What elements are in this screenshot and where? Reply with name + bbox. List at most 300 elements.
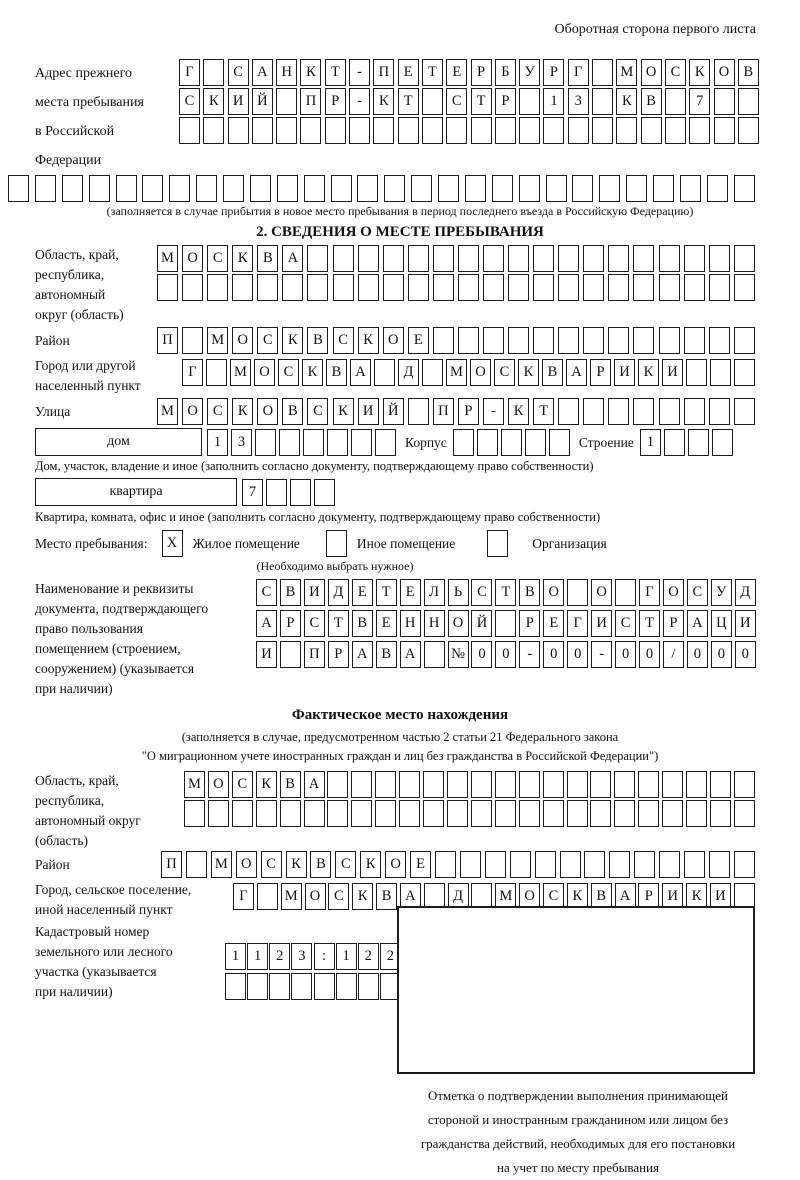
char-cell[interactable] — [653, 175, 674, 202]
char-cell[interactable] — [616, 117, 637, 144]
char-cell[interactable] — [584, 851, 605, 878]
char-cell[interactable]: М — [157, 245, 178, 272]
char-cell[interactable]: Р — [519, 610, 540, 637]
char-cell[interactable]: Ц — [711, 610, 732, 637]
char-cell[interactable] — [408, 398, 429, 425]
char-cell[interactable] — [734, 398, 755, 425]
char-cell[interactable] — [375, 771, 396, 798]
char-cell[interactable]: Д — [328, 579, 349, 606]
char-cell[interactable] — [495, 117, 516, 144]
char-cell[interactable]: О — [591, 579, 612, 606]
char-cell[interactable] — [423, 800, 444, 827]
char-cell[interactable] — [590, 800, 611, 827]
char-cell[interactable] — [543, 800, 564, 827]
char-cell[interactable] — [519, 117, 540, 144]
char-cell[interactable] — [333, 274, 354, 301]
char-cell[interactable] — [280, 641, 301, 668]
char-cell[interactable] — [327, 429, 348, 456]
char-cell[interactable] — [615, 579, 636, 606]
char-cell[interactable]: О — [232, 327, 253, 354]
char-cell[interactable] — [599, 175, 620, 202]
char-cell[interactable] — [546, 175, 567, 202]
char-cell[interactable]: К — [638, 359, 659, 386]
char-cell[interactable] — [300, 117, 321, 144]
char-cell[interactable]: 3 — [231, 429, 252, 456]
char-cell[interactable] — [207, 274, 228, 301]
apartment-field-label[interactable]: квартира — [35, 478, 237, 506]
char-cell[interactable]: О — [470, 359, 491, 386]
char-cell[interactable]: П — [161, 851, 182, 878]
char-cell[interactable] — [276, 88, 297, 115]
char-cell[interactable]: Л — [424, 579, 445, 606]
char-cell[interactable]: Т — [328, 610, 349, 637]
char-cell[interactable]: А — [352, 641, 373, 668]
char-cell[interactable] — [89, 175, 110, 202]
char-cell[interactable] — [684, 274, 705, 301]
char-cell[interactable] — [686, 771, 707, 798]
char-cell[interactable]: Н — [276, 59, 297, 86]
char-cell[interactable]: С — [615, 610, 636, 637]
char-cell[interactable] — [458, 274, 479, 301]
char-cell[interactable]: - — [349, 88, 370, 115]
char-cell[interactable]: П — [300, 88, 321, 115]
char-cell[interactable]: О — [543, 579, 564, 606]
char-cell[interactable] — [435, 851, 456, 878]
char-cell[interactable] — [447, 771, 468, 798]
char-cell[interactable] — [62, 175, 83, 202]
char-cell[interactable] — [508, 274, 529, 301]
char-cell[interactable] — [614, 800, 635, 827]
char-cell[interactable]: Д — [448, 883, 469, 910]
char-cell[interactable] — [383, 274, 404, 301]
char-cell[interactable] — [633, 327, 654, 354]
char-cell[interactable]: В — [257, 245, 278, 272]
char-cell[interactable] — [399, 800, 420, 827]
char-cell[interactable] — [422, 117, 443, 144]
char-cell[interactable] — [707, 175, 728, 202]
char-cell[interactable] — [453, 429, 474, 456]
char-cell[interactable] — [519, 175, 540, 202]
char-cell[interactable] — [247, 973, 268, 1000]
char-cell[interactable] — [331, 175, 352, 202]
char-cell[interactable] — [641, 117, 662, 144]
char-cell[interactable] — [304, 175, 325, 202]
char-cell[interactable] — [590, 771, 611, 798]
char-cell[interactable] — [734, 327, 755, 354]
char-cell[interactable] — [638, 771, 659, 798]
char-cell[interactable]: - — [483, 398, 504, 425]
char-cell[interactable]: И — [710, 883, 731, 910]
char-cell[interactable] — [543, 117, 564, 144]
char-cell[interactable]: 0 — [639, 641, 660, 668]
char-cell[interactable] — [709, 274, 730, 301]
char-cell[interactable] — [558, 274, 579, 301]
char-cell[interactable]: В — [519, 579, 540, 606]
char-cell[interactable]: К — [232, 398, 253, 425]
char-cell[interactable]: Н — [424, 610, 445, 637]
char-cell[interactable] — [373, 117, 394, 144]
char-cell[interactable]: Е — [446, 59, 467, 86]
char-cell[interactable] — [738, 117, 759, 144]
char-cell[interactable]: 7 — [242, 479, 263, 506]
char-cell[interactable]: М — [446, 359, 467, 386]
char-cell[interactable] — [501, 429, 522, 456]
char-cell[interactable] — [510, 851, 531, 878]
char-cell[interactable] — [638, 800, 659, 827]
char-cell[interactable]: Г — [179, 59, 200, 86]
char-cell[interactable] — [196, 175, 217, 202]
char-cell[interactable] — [614, 771, 635, 798]
char-cell[interactable] — [225, 973, 246, 1000]
char-cell[interactable]: 0 — [567, 641, 588, 668]
char-cell[interactable]: Р — [280, 610, 301, 637]
char-cell[interactable] — [688, 429, 709, 456]
char-cell[interactable]: 0 — [711, 641, 732, 668]
char-cell[interactable]: / — [663, 641, 684, 668]
char-cell[interactable]: А — [400, 641, 421, 668]
char-cell[interactable] — [592, 117, 613, 144]
char-cell[interactable] — [375, 429, 396, 456]
char-cell[interactable] — [567, 771, 588, 798]
char-cell[interactable] — [495, 800, 516, 827]
char-cell[interactable]: В — [280, 771, 301, 798]
char-cell[interactable]: 3 — [291, 943, 312, 970]
char-cell[interactable]: 0 — [471, 641, 492, 668]
char-cell[interactable] — [483, 245, 504, 272]
char-cell[interactable] — [567, 579, 588, 606]
char-cell[interactable] — [327, 800, 348, 827]
char-cell[interactable]: 1 — [225, 943, 246, 970]
char-cell[interactable] — [333, 245, 354, 272]
char-cell[interactable]: Р — [471, 59, 492, 86]
char-cell[interactable]: Д — [398, 359, 419, 386]
char-cell[interactable]: - — [349, 59, 370, 86]
checkbox-residential[interactable]: X — [162, 530, 183, 557]
char-cell[interactable] — [533, 327, 554, 354]
char-cell[interactable]: О — [385, 851, 406, 878]
char-cell[interactable]: С — [304, 610, 325, 637]
char-cell[interactable] — [665, 117, 686, 144]
char-cell[interactable]: О — [383, 327, 404, 354]
char-cell[interactable]: В — [326, 359, 347, 386]
char-cell[interactable]: Й — [383, 398, 404, 425]
char-cell[interactable] — [734, 851, 755, 878]
char-cell[interactable]: С — [471, 579, 492, 606]
char-cell[interactable] — [609, 851, 630, 878]
char-cell[interactable]: С — [207, 398, 228, 425]
char-cell[interactable]: № — [448, 641, 469, 668]
char-cell[interactable]: К — [256, 771, 277, 798]
char-cell[interactable] — [374, 359, 395, 386]
char-cell[interactable]: М — [281, 883, 302, 910]
char-cell[interactable]: 1 — [336, 943, 357, 970]
char-cell[interactable] — [567, 800, 588, 827]
char-cell[interactable] — [314, 479, 335, 506]
char-cell[interactable]: Е — [376, 610, 397, 637]
char-cell[interactable] — [398, 117, 419, 144]
char-cell[interactable]: С — [665, 59, 686, 86]
char-cell[interactable]: А — [252, 59, 273, 86]
char-cell[interactable]: М — [211, 851, 232, 878]
char-cell[interactable] — [182, 274, 203, 301]
char-cell[interactable] — [608, 274, 629, 301]
char-cell[interactable] — [384, 175, 405, 202]
char-cell[interactable]: С — [278, 359, 299, 386]
char-cell[interactable] — [483, 327, 504, 354]
char-cell[interactable] — [408, 245, 429, 272]
char-cell[interactable]: В — [307, 327, 328, 354]
char-cell[interactable]: П — [433, 398, 454, 425]
char-cell[interactable]: С — [261, 851, 282, 878]
char-cell[interactable]: К — [352, 883, 373, 910]
char-cell[interactable] — [710, 771, 731, 798]
char-cell[interactable] — [608, 245, 629, 272]
char-cell[interactable]: 2 — [358, 943, 379, 970]
char-cell[interactable]: Р — [328, 641, 349, 668]
char-cell[interactable]: Г — [568, 59, 589, 86]
char-cell[interactable]: Б — [495, 59, 516, 86]
char-cell[interactable]: К — [567, 883, 588, 910]
char-cell[interactable]: А — [256, 610, 277, 637]
char-cell[interactable]: Е — [543, 610, 564, 637]
char-cell[interactable]: С — [328, 883, 349, 910]
char-cell[interactable] — [307, 274, 328, 301]
char-cell[interactable] — [232, 274, 253, 301]
char-cell[interactable]: О — [236, 851, 257, 878]
char-cell[interactable] — [307, 245, 328, 272]
char-cell[interactable] — [351, 800, 372, 827]
char-cell[interactable] — [422, 88, 443, 115]
char-cell[interactable] — [709, 398, 730, 425]
char-cell[interactable]: К — [689, 59, 710, 86]
char-cell[interactable]: 0 — [495, 641, 516, 668]
char-cell[interactable]: С — [335, 851, 356, 878]
char-cell[interactable] — [686, 800, 707, 827]
char-cell[interactable]: В — [376, 883, 397, 910]
char-cell[interactable] — [634, 851, 655, 878]
char-cell[interactable] — [232, 800, 253, 827]
char-cell[interactable] — [411, 175, 432, 202]
char-cell[interactable] — [250, 175, 271, 202]
char-cell[interactable]: Т — [325, 59, 346, 86]
char-cell[interactable] — [266, 479, 287, 506]
char-cell[interactable] — [142, 175, 163, 202]
char-cell[interactable] — [533, 274, 554, 301]
char-cell[interactable] — [203, 59, 224, 86]
char-cell[interactable] — [303, 429, 324, 456]
char-cell[interactable] — [633, 245, 654, 272]
char-cell[interactable]: У — [519, 59, 540, 86]
char-cell[interactable] — [549, 429, 570, 456]
char-cell[interactable] — [256, 800, 277, 827]
char-cell[interactable] — [659, 398, 680, 425]
char-cell[interactable] — [626, 175, 647, 202]
char-cell[interactable]: Г — [233, 883, 254, 910]
char-cell[interactable]: А — [566, 359, 587, 386]
char-cell[interactable]: И — [228, 88, 249, 115]
char-cell[interactable] — [558, 245, 579, 272]
char-cell[interactable] — [525, 429, 546, 456]
char-cell[interactable] — [349, 117, 370, 144]
char-cell[interactable] — [665, 88, 686, 115]
char-cell[interactable] — [738, 88, 759, 115]
char-cell[interactable]: П — [373, 59, 394, 86]
char-cell[interactable]: М — [616, 59, 637, 86]
char-cell[interactable]: П — [157, 327, 178, 354]
char-cell[interactable]: О — [182, 398, 203, 425]
char-cell[interactable]: С — [207, 245, 228, 272]
char-cell[interactable]: К — [518, 359, 539, 386]
char-cell[interactable] — [519, 771, 540, 798]
char-cell[interactable] — [583, 274, 604, 301]
char-cell[interactable] — [492, 175, 513, 202]
char-cell[interactable]: Т — [376, 579, 397, 606]
char-cell[interactable]: 2 — [380, 943, 401, 970]
char-cell[interactable]: О — [641, 59, 662, 86]
char-cell[interactable] — [659, 245, 680, 272]
char-cell[interactable] — [734, 175, 755, 202]
char-cell[interactable]: К — [616, 88, 637, 115]
char-cell[interactable] — [519, 88, 540, 115]
char-cell[interactable] — [35, 175, 56, 202]
char-cell[interactable] — [203, 117, 224, 144]
char-cell[interactable] — [572, 175, 593, 202]
char-cell[interactable]: К — [282, 327, 303, 354]
char-cell[interactable] — [662, 771, 683, 798]
char-cell[interactable]: : — [314, 943, 335, 970]
char-cell[interactable]: Ь — [448, 579, 469, 606]
char-cell[interactable] — [277, 175, 298, 202]
char-cell[interactable] — [325, 117, 346, 144]
char-cell[interactable]: М — [207, 327, 228, 354]
char-cell[interactable] — [633, 274, 654, 301]
char-cell[interactable] — [423, 771, 444, 798]
char-cell[interactable] — [709, 245, 730, 272]
char-cell[interactable]: И — [591, 610, 612, 637]
char-cell[interactable]: 7 — [689, 88, 710, 115]
char-cell[interactable] — [485, 851, 506, 878]
char-cell[interactable]: К — [300, 59, 321, 86]
char-cell[interactable] — [659, 274, 680, 301]
char-cell[interactable] — [662, 800, 683, 827]
char-cell[interactable] — [592, 59, 613, 86]
char-cell[interactable] — [290, 479, 311, 506]
char-cell[interactable] — [8, 175, 29, 202]
char-cell[interactable]: Г — [567, 610, 588, 637]
char-cell[interactable] — [116, 175, 137, 202]
char-cell[interactable]: Е — [398, 59, 419, 86]
char-cell[interactable] — [257, 274, 278, 301]
char-cell[interactable] — [709, 851, 730, 878]
char-cell[interactable] — [465, 175, 486, 202]
char-cell[interactable] — [447, 800, 468, 827]
char-cell[interactable] — [558, 327, 579, 354]
char-cell[interactable] — [686, 359, 707, 386]
char-cell[interactable]: О — [448, 610, 469, 637]
char-cell[interactable]: С — [256, 579, 277, 606]
char-cell[interactable]: В — [591, 883, 612, 910]
char-cell[interactable]: Г — [639, 579, 660, 606]
char-cell[interactable] — [208, 800, 229, 827]
char-cell[interactable]: Й — [252, 88, 273, 115]
char-cell[interactable]: Е — [400, 579, 421, 606]
char-cell[interactable] — [533, 245, 554, 272]
char-cell[interactable] — [684, 245, 705, 272]
char-cell[interactable] — [184, 800, 205, 827]
char-cell[interactable] — [458, 245, 479, 272]
char-cell[interactable] — [399, 771, 420, 798]
char-cell[interactable]: 1 — [207, 429, 228, 456]
char-cell[interactable]: О — [182, 245, 203, 272]
char-cell[interactable]: В — [352, 610, 373, 637]
char-cell[interactable] — [408, 274, 429, 301]
char-cell[interactable] — [257, 883, 278, 910]
char-cell[interactable]: К — [686, 883, 707, 910]
char-cell[interactable] — [714, 88, 735, 115]
char-cell[interactable]: О — [663, 579, 684, 606]
char-cell[interactable]: О — [257, 398, 278, 425]
char-cell[interactable]: Р — [663, 610, 684, 637]
char-cell[interactable] — [252, 117, 273, 144]
char-cell[interactable]: С — [494, 359, 515, 386]
char-cell[interactable] — [446, 117, 467, 144]
char-cell[interactable]: 2 — [269, 943, 290, 970]
checkbox-other-premises[interactable] — [326, 530, 347, 557]
char-cell[interactable]: Т — [639, 610, 660, 637]
char-cell[interactable] — [471, 771, 492, 798]
char-cell[interactable]: О — [305, 883, 326, 910]
char-cell[interactable]: 1 — [247, 943, 268, 970]
char-cell[interactable] — [255, 429, 276, 456]
char-cell[interactable]: К — [360, 851, 381, 878]
char-cell[interactable] — [734, 800, 755, 827]
char-cell[interactable]: Т — [495, 579, 516, 606]
char-cell[interactable]: С — [228, 59, 249, 86]
char-cell[interactable] — [689, 117, 710, 144]
char-cell[interactable] — [734, 274, 755, 301]
char-cell[interactable] — [659, 851, 680, 878]
char-cell[interactable]: Р — [495, 88, 516, 115]
char-cell[interactable] — [684, 327, 705, 354]
char-cell[interactable]: К — [333, 398, 354, 425]
char-cell[interactable]: Р — [325, 88, 346, 115]
char-cell[interactable] — [508, 245, 529, 272]
char-cell[interactable]: А — [350, 359, 371, 386]
char-cell[interactable]: М — [495, 883, 516, 910]
char-cell[interactable]: К — [286, 851, 307, 878]
char-cell[interactable] — [433, 274, 454, 301]
char-cell[interactable] — [424, 641, 445, 668]
char-cell[interactable] — [519, 800, 540, 827]
char-cell[interactable]: В — [641, 88, 662, 115]
char-cell[interactable]: В — [310, 851, 331, 878]
char-cell[interactable] — [633, 398, 654, 425]
char-cell[interactable]: В — [542, 359, 563, 386]
char-cell[interactable]: К — [358, 327, 379, 354]
char-cell[interactable] — [383, 245, 404, 272]
char-cell[interactable] — [327, 771, 348, 798]
char-cell[interactable]: С — [179, 88, 200, 115]
char-cell[interactable]: С — [543, 883, 564, 910]
char-cell[interactable]: - — [519, 641, 540, 668]
char-cell[interactable] — [458, 327, 479, 354]
char-cell[interactable] — [269, 973, 290, 1000]
char-cell[interactable] — [282, 274, 303, 301]
char-cell[interactable] — [734, 359, 755, 386]
char-cell[interactable] — [710, 800, 731, 827]
char-cell[interactable] — [433, 245, 454, 272]
char-cell[interactable]: С — [232, 771, 253, 798]
